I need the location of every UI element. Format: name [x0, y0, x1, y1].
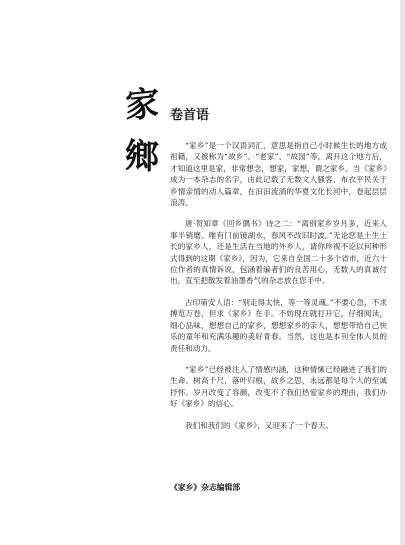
article-body: [170, 140, 387, 441]
paragraph-5: 我们和我们的《家乡》，又迎来了一个春天。: [185, 420, 334, 430]
signature: 《家乡》杂志编辑部: [170, 483, 241, 492]
calligraphy-char-jia: 家: [125, 83, 159, 127]
calligraphy-title: [125, 82, 161, 180]
calligraphy-char-xiang: 鄉: [125, 135, 159, 179]
paragraph-2: 唐·贺知章《回乡偶书》诗之二：“离别家乡岁月多，近来人事半销磨。唯有门前镜湖水，春风不改旧时波。”无论您是土生土长的家乡人，还是生活在当地的外乡人，请你珍视不论以何种形式得到的这期《家乡》，因为，它来自全国二十多个省市，近六十位作者的真情诉说，包涵着编者们的良苦用心，无数人的真诚付出，直至把散发着油墨香气的杂志放在您手中。: [170, 219, 387, 286]
paragraph-1: “家乡”是一个汉语词汇，意思是指自己小时候生长的地方或祖籍，又被称为“故乡”、“老家”、“故园”等。离开这个地方后，才知道这里是家，非常想念，想家，家想，谓之家乡。当《家乡》成为一本杂志的名字，由此记载了无数文人骚客、布衣平民关于乡情亲情的动人篇章，在汩汩流淌的华夏文化长河中，卷起层层浪涛。: [170, 141, 387, 208]
paragraph-3: 古印第安人语：“别走得太快，等一等灵魂。”不要心急，不求搏览万卷，但求《家乡》在手。不妨现在就打开它，仔细阅读，细心品味，想想自己的家乡，想想家乡的亲人，想想带给自己快乐的童年和充满乐趣的美好青春。当然，这也是本刊全体人员的责任和动力。: [170, 297, 387, 353]
page-edge: [400, 0, 405, 545]
page-title: 卷首语: [170, 108, 210, 123]
paragraph-4: “家乡”已经被注入了情感内涵，这种情愫已经融进了我们的生命。树高千尺，落叶归根，故乡之思，永远都是每个人的至诚抒怀。岁月改变了容颜，改变不了我们热爱家乡的理由，我们办好《家乡》的信心。: [170, 364, 387, 409]
